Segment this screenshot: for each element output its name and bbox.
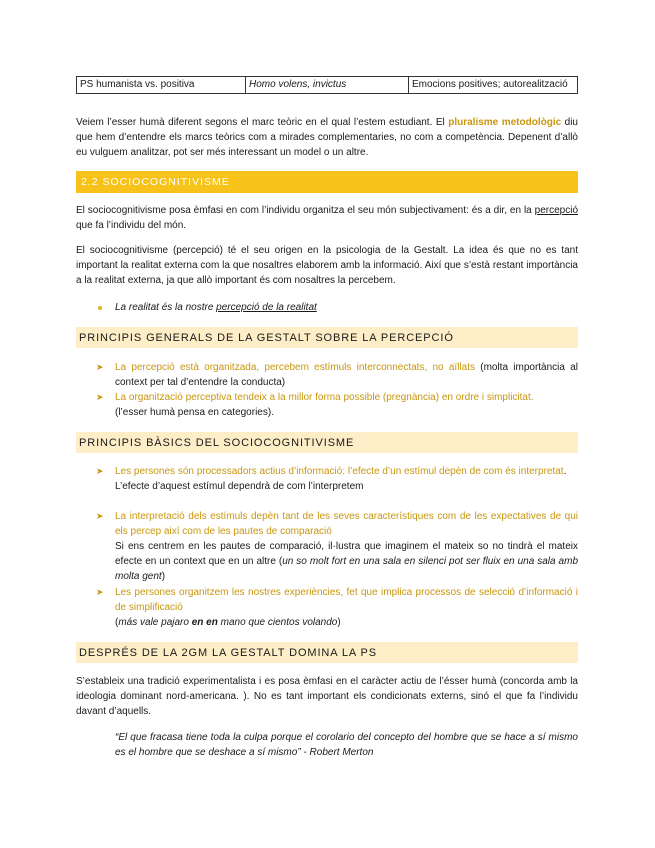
list-item [115, 390, 578, 420]
subsection-title: DESPRÉS DE LA 2GM LA GESTALT DOMINA LA PS [79, 647, 377, 659]
underlined-term: percepció [534, 205, 578, 216]
subsection-heading [76, 327, 578, 348]
italic-example: un so molt fort en una sala en silenci pot ser fluix en una sala amb molta gent [115, 556, 579, 582]
intro-paragraph [76, 115, 578, 160]
paragraph: El sociocognitivisme (percepció) té el seu origen en la psicologia de la Gestalt. La idea és que no es tant important la realitat externa com la que nosaltres elaborem amb la informació. Així que s’està restant importància a la realitat externa, ja que allò important és com nosaltres la percebem. [76, 245, 578, 286]
text-run: . [563, 466, 567, 477]
text-run: La realitat és la nostre [115, 302, 217, 313]
section-heading-bar [76, 171, 578, 193]
list-item [115, 509, 578, 584]
subsection-heading [76, 642, 578, 663]
text-run: ) [161, 571, 166, 582]
bold-italic-quote: en en [191, 617, 218, 628]
text-run: Veiem l’esser humà diferent segons el marc teòric en el qual l’estem estudiant. El [76, 117, 449, 128]
quote-block: “El que fracasa tiene toda la culpa porque el corolario del concepto del hombre que se hace a sí mismo es el hombre que se deshace a sí mismo” - Robert Merton [115, 732, 578, 758]
section-title: 2.2 SOCIOCOGNITIVISME [81, 176, 230, 188]
subsection-title: PRINCIPIS GENERALS DE LA GESTALT SOBRE LA PERCEPCIÓ [79, 332, 454, 344]
list-item [115, 300, 578, 315]
list-item [115, 464, 578, 494]
text-run: L’efecte d’aquest estímul dependrà de com l’interpretem [115, 481, 364, 492]
arrow-bullet-icon: ➤ [96, 392, 104, 402]
highlight-text: La interpretació dels estímuls depèn tant de les seves característiques com de les expectatives de qui els percep així com de les pautes de comparació [115, 511, 578, 537]
text-run: diu que hem d’entendre els marcs teòrics com a mirades complementaries, no com a competència. Depenent d’allò eu vulguem analitzar, pot ser més interessant un model o un altre. [76, 117, 578, 158]
dot-bullet-icon [98, 306, 102, 310]
table-row [77, 77, 578, 94]
text-run: El sociocognitivisme posa èmfasi en com l’individu organitza el seu món subjectivament: és a dir, en la [76, 205, 535, 216]
list-item [115, 360, 578, 390]
table-cell: PS humanista vs. positiva [77, 77, 246, 94]
text-run: ( [115, 617, 119, 628]
highlight-text: La percepció està organitzada, percebem estímuls interconnectats, no aïllats [115, 362, 475, 373]
arrow-bullet-icon: ➤ [96, 362, 104, 372]
highlight-text: Les persones són processadors actius d’informació: l’efecte d’un estímul depèn de com és interpretat [115, 466, 564, 477]
text-run: (molta importància al context per tal d’entendre la conducta) [115, 362, 578, 388]
text-run: que fa l’individu del món. [76, 220, 187, 231]
italic-quote: más vale pajaro [118, 617, 192, 628]
arrow-bullet-icon: ➤ [96, 511, 104, 521]
highlight-text: La organització perceptiva tendeix a la millor forma possible (pregnància) en ordre i simplicitat. [115, 392, 534, 403]
text-run: (l’esser humà pensa en categories). [115, 407, 274, 418]
italic-quote: mano que cientos volando [217, 617, 338, 628]
subsection-heading [76, 432, 578, 453]
arrow-bullet-icon: ➤ [96, 587, 104, 597]
paragraph [76, 203, 578, 233]
comparison-table [76, 76, 578, 94]
arrow-bullet-icon: ➤ [96, 466, 104, 476]
text-run: Si ens centrem en les pautes de comparació, il·lustra que imaginem el mateix so no tindrà el mateix efecte en un context que en un altre ( [115, 541, 578, 567]
subsection-title: PRINCIPIS BÀSICS DEL SOCIOCOGNITIVISME [79, 437, 355, 449]
text-run: ) [337, 617, 341, 628]
table-cell: Emocions positives; autorealització [409, 77, 578, 94]
underlined-term: percepció de la realitat [216, 302, 317, 313]
table-cell: Homo volens, invictus [246, 77, 409, 94]
paragraph: S’estableix una tradició experimentalista i es posa èmfasi en el caràcter actiu de l’ésser humà (concorda amb la ideologia dominant nord-americana. ). No es tant important els condicionats externs, sinó el que fa l’individu davant d’aquells. [76, 676, 578, 717]
list-item [115, 585, 578, 630]
highlight-text: Les persones organitzem les nostres experiències, fet que implica processos de selecció d’informació i de simplificació [115, 587, 578, 613]
highlight-term: pluralisme metodològic [448, 117, 562, 128]
